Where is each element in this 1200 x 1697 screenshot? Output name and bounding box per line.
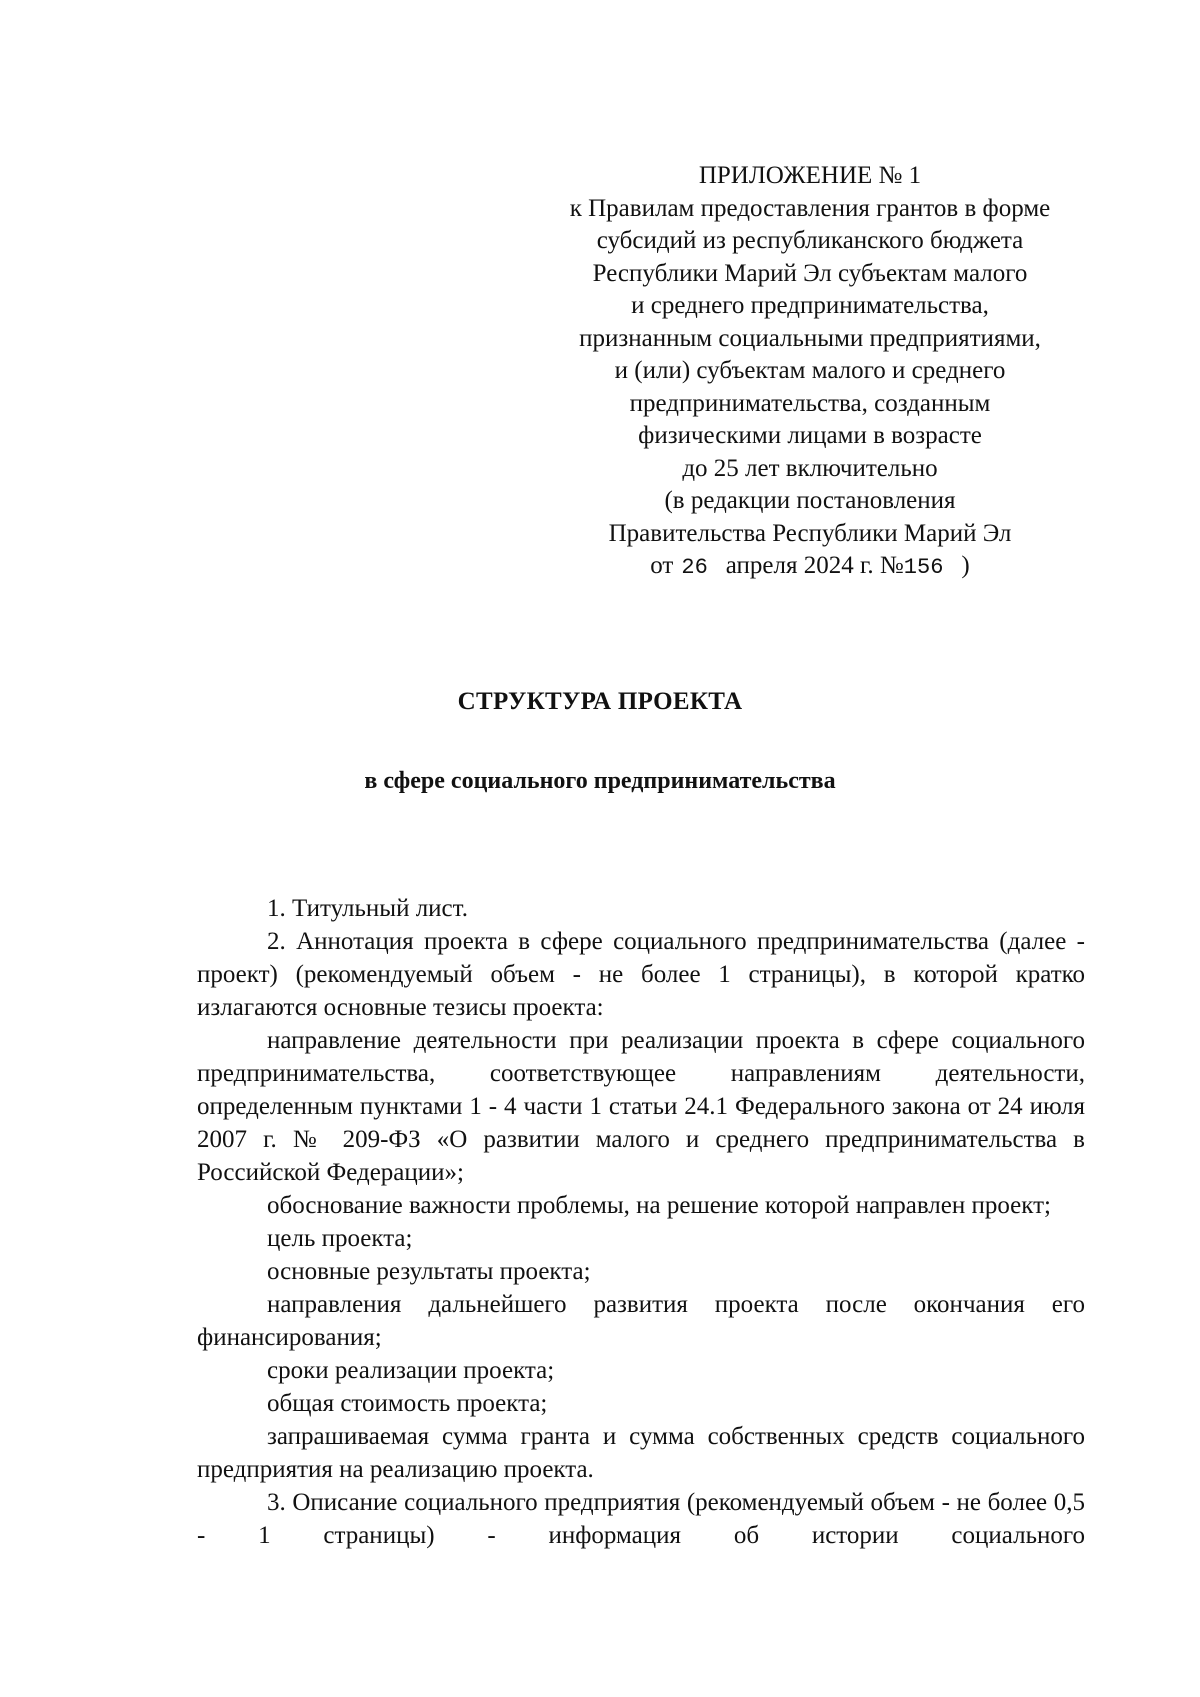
paragraph: сроки реализации проекта; <box>267 1357 555 1384</box>
date-month-year: апреля 2024 г. № <box>725 552 904 579</box>
appendix-line: Правительства Республики Марий Эл <box>608 519 1012 547</box>
resolution-number: 156 <box>903 555 944 580</box>
paragraph: 2. Аннотация проекта в сфере социального предпринимательства (далее - проект) (рекомендуемый объем - не более 1 страницы), в которой кратко излагаются основные тезисы проекта: <box>197 928 1085 1021</box>
appendix-line: признанным социальными предприятиями, <box>579 324 1041 352</box>
paragraph: обоснование важности проблемы, на решение которой направлен проект; <box>267 1192 1051 1219</box>
paragraph: направление деятельности при реализации проекта в сфере социального предпринимательства, соответствующее направлениям деятельности, определенным пунктами 1 - 4 части 1 статьи 24.1 Федерального закона от 24 июля 2007 г. № 209-ФЗ «О развитии малого и среднего предпринимательства в Российской Федерации»; <box>197 1027 1085 1186</box>
paragraph: цель проекта; <box>267 1225 413 1252</box>
date-prefix: от <box>650 552 674 579</box>
document-title: СТРУКТУРА ПРОЕКТА <box>457 688 743 715</box>
appendix-line: предпринимательства, созданным <box>629 389 991 417</box>
document-subtitle: в сфере социального предпринимательства <box>364 768 836 794</box>
appendix-line: (в редакции постановления <box>664 487 956 514</box>
paragraph: запрашиваемая сумма гранта и сумма собственных средств социального предприятия на реализацию проекта. <box>197 1423 1085 1483</box>
appendix-line: Республики Марий Эл субъектам малого <box>592 259 1028 287</box>
paragraph: 3. Описание социального предприятия (рекомендуемый объем - не более 0,5 - 1 страницы) - информация об истории социального <box>197 1489 1085 1549</box>
date-day: 26 <box>681 555 708 580</box>
appendix-line: до 25 лет включительно <box>682 454 938 482</box>
appendix-line: физическими лицами в возрасте <box>638 422 982 449</box>
appendix-date-line <box>530 550 1090 585</box>
appendix-line: и (или) субъектам малого и среднего <box>614 357 1006 384</box>
appendix-line: к Правилам предоставления грантов в форме <box>569 194 1051 222</box>
paragraph: направления дальнейшего развития проекта после окончания его финансирования; <box>197 1291 1085 1351</box>
date-suffix: ) <box>961 552 970 579</box>
appendix-line: субсидий из республиканского бюджета <box>596 227 1024 254</box>
paragraph: общая стоимость проекта; <box>267 1390 548 1417</box>
paragraph: 1. Титульный лист. <box>267 895 468 922</box>
document-body <box>197 892 1085 1552</box>
appendix-header <box>530 160 1090 585</box>
appendix-line: и среднего предпринимательства, <box>631 292 989 319</box>
paragraph: основные результаты проекта; <box>267 1258 591 1285</box>
appendix-line: ПРИЛОЖЕНИЕ № 1 <box>698 162 922 189</box>
